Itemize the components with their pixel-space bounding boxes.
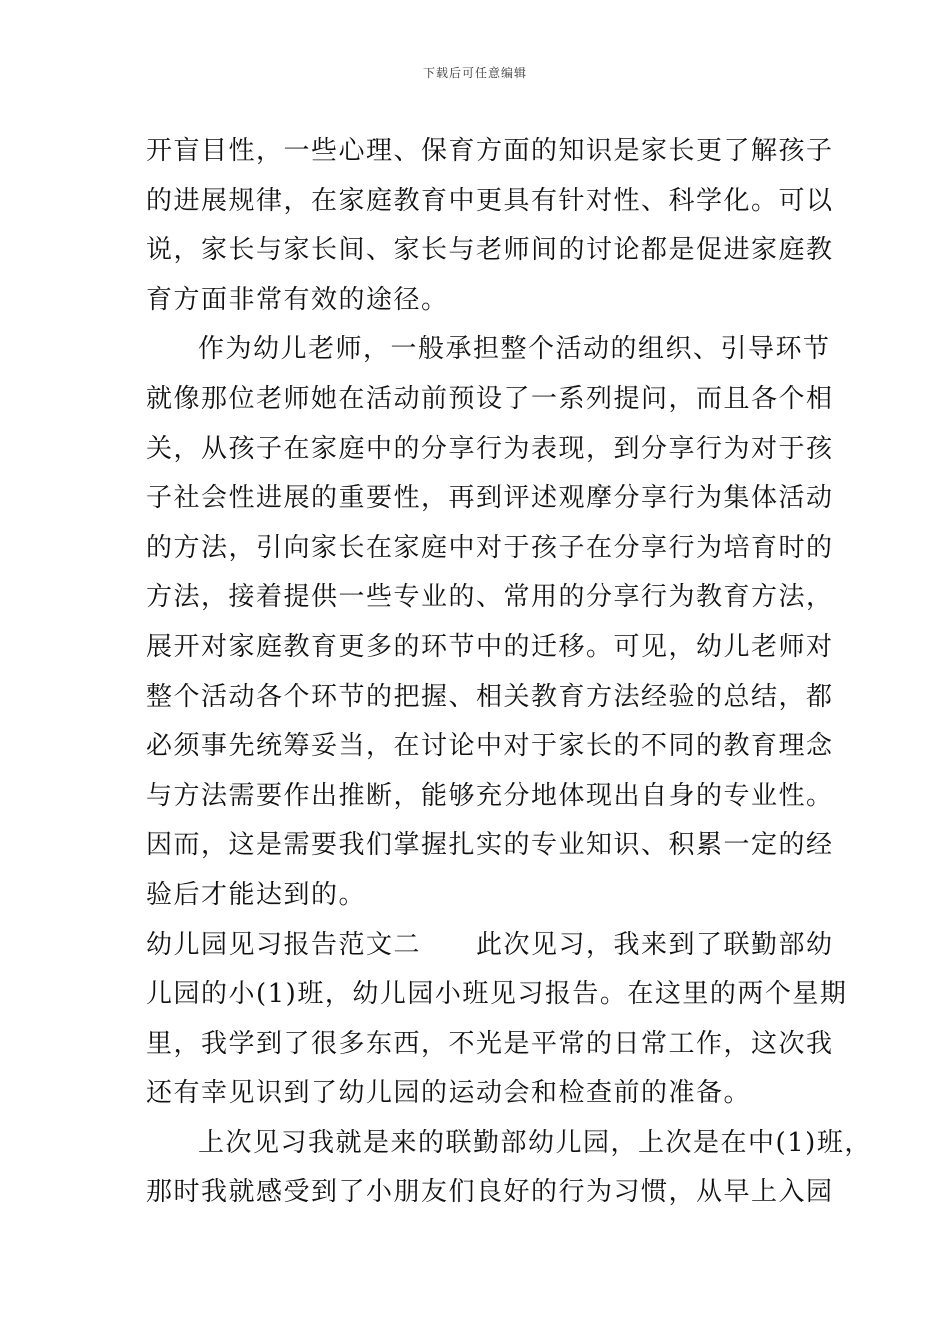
text-line: 关，从孩子在家庭中的分享行为表现，到分享行为对于孩 [146,433,834,464]
text-line: 作为幼儿老师，一般承担整个活动的组织、引导环节 [198,334,831,365]
text-line: 儿园的小(1)班，幼儿园小班见习报告。在这里的两个星期 [146,979,848,1010]
text-line: 验后才能达到的。 [146,879,367,910]
text-line: 说，家长与家长间、家长与老师间的讨论都是促进家庭教 [146,235,834,266]
text-line: 里，我学到了很多东西，不光是平常的日常工作，这次我 [146,1028,834,1059]
text-line: 整个活动各个环节的把握、相关教育方法经验的总结，都 [146,681,834,712]
document-body [146,127,872,1218]
text-line: 展开对家庭教育更多的环节中的迁移。可见，幼儿老师对 [146,631,834,662]
text-line: 必须事先统筹妥当，在讨论中对于家长的不同的教育理念 [146,731,834,762]
text-line: 因而，这是需要我们掌握扎实的专业知识、积累一定的经 [146,830,834,861]
text-line: 开盲目性，一些心理、保育方面的知识是家长更了解孩子 [146,136,834,166]
text-line: 上次见习我就是来的联勤部幼儿园，上次是在中(1)班， [198,1127,872,1158]
text-line: 那时我就感受到了小朋友们良好的行为习惯，从早上入园 [146,1177,834,1208]
text-line: 还有幸见识到了幼儿园的运动会和检查前的准备。 [146,1078,752,1109]
text-line: 的方法，引向家长在家庭中对于孩子在分享行为培育时的 [146,532,834,563]
text-line: 方法，接着提供一些专业的、常用的分享行为教育方法， [146,582,834,613]
page-header: 下载后可任意编辑 [422,66,527,80]
text-line: 子社会性进展的重要性，再到评述观摩分享行为集体活动 [146,483,834,514]
text-line: 就像那位老师她在活动前预设了一系列提问，而且各个相 [146,383,834,414]
text-line: 幼儿园见习报告范文二 此次见习，我来到了联勤部幼 [146,929,834,960]
text-line: 的进展规律，在家庭教育中更具有针对性、科学化。可以 [146,185,834,216]
text-line: 与方法需要作出推断，能够充分地体现出自身的专业性。 [146,780,834,811]
text-line: 育方面非常有效的途径。 [146,284,449,315]
